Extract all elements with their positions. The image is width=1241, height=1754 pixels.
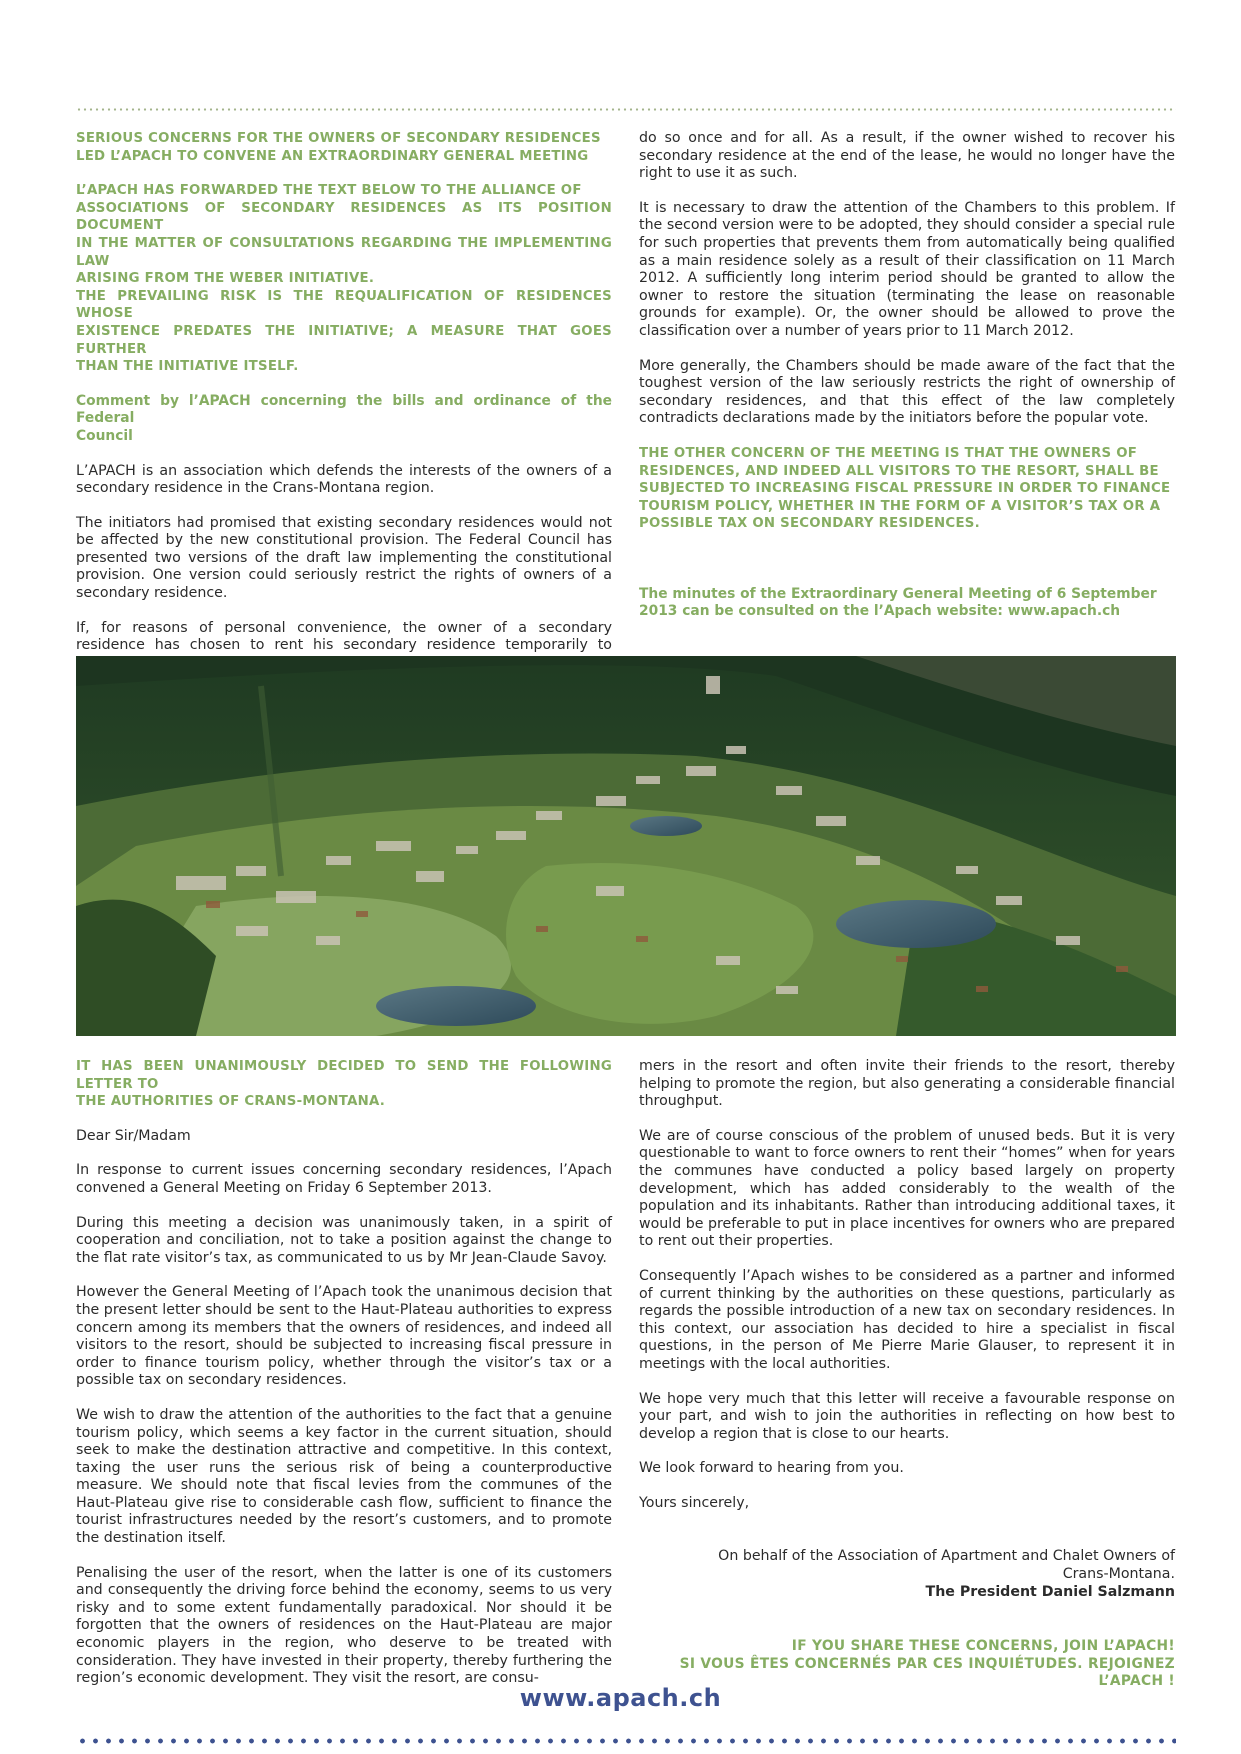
letter-left-column [76, 1058, 612, 1688]
main-heading-line: SERIOUS CONCERNS FOR THE OWNERS OF SECONDARY RESIDENCES [76, 131, 601, 146]
fiscal-heading-line: POSSIBLE TAX ON SECONDARY RESIDENCES. [639, 516, 980, 532]
main-heading-line: LED L’APACH TO CONVENE AN EXTRAORDINARY GENERAL MEETING [76, 148, 589, 164]
position-heading-line: THAN THE INITIATIVE ITSELF. [76, 359, 299, 375]
subheading-line: Comment by l’APACH concerning the bills and ordinance of the Federal [76, 392, 612, 427]
position-heading-line: THE PREVAILING RISK IS THE REQUALIFICATION OF RESIDENCES WHOSE [76, 288, 612, 322]
dotted-divider-bottom [76, 1738, 1176, 1744]
body-paragraph: The initiators had promised that existing secondary residences would not be affected by the new constitutional provision. The Federal Council has presented two versions of the draft law implementing the constitutional provision. One version could seriously restrict the rights of owners of a secondary residence. [76, 514, 612, 602]
letter-paragraph: However the General Meeting of l’Apach took the unanimous decision that the present letter should be sent to the Haut-Plateau authorities to express concern among its members that the owners of residences, and indeed all visitors to the resort, should be subjected to increasing fiscal pressure in order to finance tourism policy, whether through the visitor’s tax or a possible tax on secondary residences. [76, 1284, 612, 1389]
cta-line-fr: SI VOUS ÊTES CONCERNÉS PAR CES INQUIÉTUDES. REJOIGNEZ L’APACH ! [679, 1655, 1175, 1690]
position-heading-line: EXISTENCE PREDATES THE INITIATIVE; A MEASURE THAT GOES FURTHER [76, 323, 612, 357]
position-heading [76, 182, 612, 376]
aerial-photo-illustration [76, 656, 1176, 1036]
letter-heading-line: THE AUTHORITIES OF CRANS-MONTANA. [76, 1094, 386, 1110]
fiscal-heading-line: RESIDENCES, AND INDEED ALL VISITORS TO THE RESORT, SHALL BE [639, 463, 1159, 479]
main-heading [76, 130, 612, 165]
letter-paragraph: We look forward to hearing from you. [639, 1460, 904, 1477]
fiscal-concern-heading [639, 445, 1175, 533]
signature-line: On behalf of the Association of Apartment and Chalet Owners of [718, 1548, 1175, 1565]
cta-line-en: IF YOU SHARE THESE CONCERNS, JOIN L’APACH! [791, 1638, 1175, 1655]
letter-heading [76, 1058, 612, 1111]
top-right-column [639, 130, 1175, 638]
body-paragraph: It is necessary to draw the attention of the Chambers to this problem. If the second version were to be adopted, they should consider a special rule for such properties that prevents them from automatically being qualified as a main residence solely as a result of their classification on 11 March 2012. A sufficiently long interim period should be granted to allow the owner to restore the situation (terminating the lease on reasonable grounds for example). Or, the owner should be allowed to prove the classification over a number of years prior to 11 March 2012. [639, 199, 1175, 339]
letter-paragraph: Consequently l’Apach wishes to be considered as a partner and informed of current thinking by the authorities on these questions, particularly as regards the possible introduction of a new tax on secondary residences. In this context, our association has decided to hire a specialist in fiscal questions, in the person of Me Pierre Marie Glauser, to represent it in meetings with the local authorities. [639, 1267, 1175, 1372]
letter-paragraph: We wish to draw the attention of the authorities to the fact that a genuine tourism policy, which seems a key factor in the current situation, should seek to make the destination attractive and competitive. In this context, taxing the user runs the serious risk of being a counterproductive measure. We should note that fiscal levies from the communes of the Haut-Plateau give rise to considerable cash flow, sufficient to finance the tourist infrastructures needed by the resort’s customers, and to promote the destination itself. [76, 1406, 612, 1547]
signature-president: The President Daniel Salzmann [925, 1583, 1175, 1600]
letter-closing: Yours sincerely, [639, 1494, 750, 1511]
fiscal-heading-line: SUBJECTED TO INCREASING FISCAL PRESSURE IN ORDER TO FINANCE [639, 481, 1171, 497]
subheading-line: Council [76, 427, 133, 444]
aerial-photo [76, 656, 1176, 1036]
letter-right-column [639, 1058, 1175, 1691]
body-paragraph: If, for reasons of personal convenience, the owner of a secondary residence has chosen to rent his secondary residence temporarily to [76, 619, 612, 654]
letter-salutation: Dear Sir/Madam [76, 1127, 191, 1144]
letter-paragraph: In response to current issues concerning secondary residences, l’Apach convened a General Meeting on Friday 6 September 2013. [76, 1162, 612, 1196]
letter-paragraph: We hope very much that this letter will receive a favourable response on your part, and wish to join the authorities in reflecting on how best to develop a region that is close to our hearts. [639, 1390, 1175, 1442]
position-heading-line: IN THE MATTER OF CONSULTATIONS REGARDING THE IMPLEMENTING LAW [76, 235, 612, 269]
fiscal-heading-line: THE OTHER CONCERN OF THE MEETING IS THAT THE OWNERS OF [639, 445, 1138, 461]
minutes-note [639, 586, 1175, 621]
signature-line: Crans-Montana. [1062, 1566, 1175, 1583]
website-link[interactable]: www.apach.ch [519, 1684, 722, 1712]
letter-paragraph: During this meeting a decision was unanimously taken, in a spirit of cooperation and conciliation, not to take a position against the change to the flat rate visitor’s tax, as communicated to us by Mr Jean-Claude Savoy. [76, 1214, 612, 1266]
comment-subheading [76, 393, 612, 446]
minutes-note-line: 2013 can be consulted on the l’Apach website: www.apach.ch [639, 603, 1121, 620]
letter-paragraph: Penalising the user of the resort, when the latter is one of its customers and consequently the driving force behind the economy, seems to us very risky and to some extent fundamentally paradoxical. Nor should it be forgotten that the owners of residences on the Haut-Plateau are major economic players in the region, who deserve to be treated with consideration. They have invested in their property, thereby furthering the region’s economic development. They visit the resort, are consu- [76, 1564, 612, 1687]
top-left-column [76, 130, 612, 725]
fiscal-heading-line: TOURISM POLICY, WHETHER IN THE FORM OF A VISITOR’S TAX OR A [639, 498, 1161, 514]
body-paragraph: More generally, the Chambers should be made aware of the fact that the toughest version of the law seriously restricts the right of ownership of secondary residences, and that this effect of the law completely contradicts declarations made by the initiators before the popular vote. [639, 357, 1175, 427]
position-heading-line: L’APACH HAS FORWARDED THE TEXT BELOW TO THE ALLIANCE OF [76, 183, 582, 199]
position-heading-line: ASSOCIATIONS OF SECONDARY RESIDENCES AS ITS POSITION DOCUMENT [76, 200, 612, 234]
minutes-note-line: The minutes of the Extraordinary General Meeting of 6 September [639, 585, 1157, 602]
dotted-divider-top [76, 108, 1176, 111]
letter-paragraph: mers in the resort and often invite their friends to the resort, thereby helping to promote the region, but also generating a considerable financial throughput. [639, 1058, 1175, 1110]
body-paragraph: L’APACH is an association which defends the interests of the owners of a secondary residence in the Crans-Montana region. [76, 462, 612, 497]
position-heading-line: ARISING FROM THE WEBER INITIATIVE. [76, 271, 375, 287]
letter-signature [639, 1548, 1175, 1601]
letter-paragraph: We are of course conscious of the problem of unused beds. But it is very questionable to want to force owners to rent their “homes” when for years the communes have conducted a policy based largely on property development, which has added considerably to the wealth of the population and its inhabitants. Rather than introducing additional taxes, it would be preferable to put in place incentives for owners who are prepared to rent out their properties. [639, 1127, 1175, 1250]
body-paragraph: do so once and for all. As a result, if the owner wished to recover his secondary residence at the end of the lease, he would no longer have the right to use it as such. [639, 130, 1175, 182]
letter-heading-line: IT HAS BEEN UNANIMOUSLY DECIDED TO SEND THE FOLLOWING LETTER TO [76, 1059, 612, 1092]
